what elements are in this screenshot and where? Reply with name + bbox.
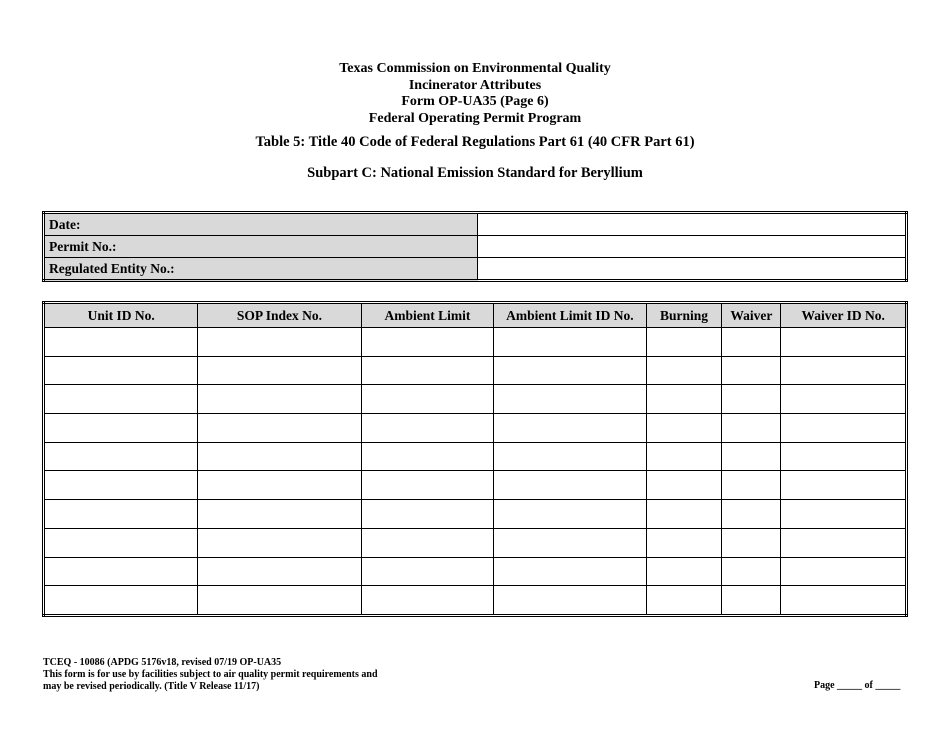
col-waiver-id: Waiver ID No. xyxy=(781,303,907,328)
table-cell[interactable] xyxy=(722,385,781,414)
table-cell[interactable] xyxy=(198,557,361,586)
table-cell[interactable] xyxy=(722,528,781,557)
col-ambient-limit-id: Ambient Limit ID No. xyxy=(494,303,646,328)
attributes-table xyxy=(42,301,908,617)
table-cell[interactable] xyxy=(494,328,646,357)
table-cell[interactable] xyxy=(44,528,198,557)
table-cell[interactable] xyxy=(361,328,494,357)
table-cell[interactable] xyxy=(646,442,722,471)
table-cell[interactable] xyxy=(494,528,646,557)
col-sop-index: SOP Index No. xyxy=(198,303,361,328)
agency-title: Texas Commission on Environmental Quality xyxy=(339,61,611,76)
table-cell[interactable] xyxy=(781,328,907,357)
table-cell[interactable] xyxy=(494,557,646,586)
table-cell[interactable] xyxy=(361,471,494,500)
table-row xyxy=(44,356,907,385)
table-cell[interactable] xyxy=(722,442,781,471)
table-cell[interactable] xyxy=(722,557,781,586)
table-row xyxy=(44,328,907,357)
usage-line: This form is for use by facilities subject to air quality permit requirements and xyxy=(43,669,378,680)
info-table xyxy=(42,211,908,282)
table-cell[interactable] xyxy=(361,385,494,414)
date-field[interactable] xyxy=(478,213,907,236)
table-cell[interactable] xyxy=(781,528,907,557)
table-cell[interactable] xyxy=(722,328,781,357)
table-cell[interactable] xyxy=(494,500,646,529)
col-ambient-limit: Ambient Limit xyxy=(361,303,494,328)
permit-row xyxy=(44,236,907,258)
permit-label: Permit No.: xyxy=(44,236,478,258)
revision-line: may be revised periodically. (Title V Release 11/17) xyxy=(43,681,260,692)
table-row xyxy=(44,442,907,471)
table-cell[interactable] xyxy=(781,442,907,471)
table-cell[interactable] xyxy=(198,356,361,385)
table-title: Table 5: Title 40 Code of Federal Regulations Part 61 (40 CFR Part 61) xyxy=(255,134,695,150)
table-row xyxy=(44,500,907,529)
table-cell[interactable] xyxy=(722,471,781,500)
table-cell[interactable] xyxy=(44,500,198,529)
form-id-line: TCEQ - 10086 (APDG 5176v18, revised 07/19 OP-UA35 xyxy=(43,657,282,668)
table-cell[interactable] xyxy=(198,528,361,557)
date-label: Date: xyxy=(44,213,478,236)
table-row xyxy=(44,385,907,414)
page-number: Page _____ of _____ xyxy=(814,680,901,691)
table-cell[interactable] xyxy=(361,414,494,443)
table-cell[interactable] xyxy=(198,385,361,414)
table-cell[interactable] xyxy=(44,414,198,443)
form-subject: Incinerator Attributes xyxy=(408,77,542,93)
table-cell[interactable] xyxy=(44,356,198,385)
col-waiver: Waiver xyxy=(722,303,781,328)
subpart-title: Subpart C: National Emission Standard for Beryllium xyxy=(307,165,643,181)
table-cell[interactable] xyxy=(722,356,781,385)
table-cell[interactable] xyxy=(198,500,361,529)
form-header xyxy=(0,61,950,127)
table-cell[interactable] xyxy=(646,586,722,616)
date-row xyxy=(44,213,907,236)
table-cell[interactable] xyxy=(781,414,907,443)
table-cell[interactable] xyxy=(361,528,494,557)
entity-row xyxy=(44,258,907,281)
table-cell[interactable] xyxy=(781,557,907,586)
table-cell[interactable] xyxy=(44,442,198,471)
table-cell[interactable] xyxy=(198,586,361,616)
table-cell[interactable] xyxy=(198,471,361,500)
table-row xyxy=(44,414,907,443)
table-cell[interactable] xyxy=(646,385,722,414)
table-cell[interactable] xyxy=(361,442,494,471)
table-cell[interactable] xyxy=(198,328,361,357)
table-cell[interactable] xyxy=(361,586,494,616)
form-number: Form OP-UA35 (Page 6) xyxy=(401,94,549,109)
table-cell[interactable] xyxy=(646,557,722,586)
entity-label: Regulated Entity No.: xyxy=(44,258,478,281)
table-cell[interactable] xyxy=(781,471,907,500)
table-cell[interactable] xyxy=(646,414,722,443)
table-cell[interactable] xyxy=(494,414,646,443)
table-row xyxy=(44,586,907,616)
table-cell[interactable] xyxy=(198,442,361,471)
header-row xyxy=(44,303,907,328)
table-cell[interactable] xyxy=(781,356,907,385)
col-unit-id: Unit ID No. xyxy=(44,303,198,328)
table-cell[interactable] xyxy=(44,557,198,586)
permit-field[interactable] xyxy=(478,236,907,258)
entity-field[interactable] xyxy=(478,258,907,281)
footer-notice xyxy=(43,657,378,693)
table-row xyxy=(44,557,907,586)
table-cell[interactable] xyxy=(494,356,646,385)
table-cell[interactable] xyxy=(361,557,494,586)
table-row xyxy=(44,471,907,500)
table-cell[interactable] xyxy=(198,414,361,443)
table-cell[interactable] xyxy=(722,586,781,616)
table-cell[interactable] xyxy=(781,500,907,529)
table-cell[interactable] xyxy=(646,471,722,500)
table-body xyxy=(44,328,907,616)
table-row xyxy=(44,528,907,557)
table-cell[interactable] xyxy=(44,471,198,500)
col-burning: Burning xyxy=(646,303,722,328)
table-cell[interactable] xyxy=(722,500,781,529)
table-cell[interactable] xyxy=(44,328,198,357)
table-cell[interactable] xyxy=(646,500,722,529)
table-cell[interactable] xyxy=(494,385,646,414)
table-cell[interactable] xyxy=(494,586,646,616)
table-cell[interactable] xyxy=(646,356,722,385)
table-cell[interactable] xyxy=(494,471,646,500)
table-cell[interactable] xyxy=(781,385,907,414)
table-cell[interactable] xyxy=(494,442,646,471)
table-cell[interactable] xyxy=(646,328,722,357)
table-cell[interactable] xyxy=(722,414,781,443)
table-cell[interactable] xyxy=(646,528,722,557)
table-cell[interactable] xyxy=(44,586,198,616)
table-cell[interactable] xyxy=(361,356,494,385)
program-name: Federal Operating Permit Program xyxy=(368,110,582,126)
table-cell[interactable] xyxy=(44,385,198,414)
table-cell[interactable] xyxy=(361,500,494,529)
table-cell[interactable] xyxy=(781,586,907,616)
